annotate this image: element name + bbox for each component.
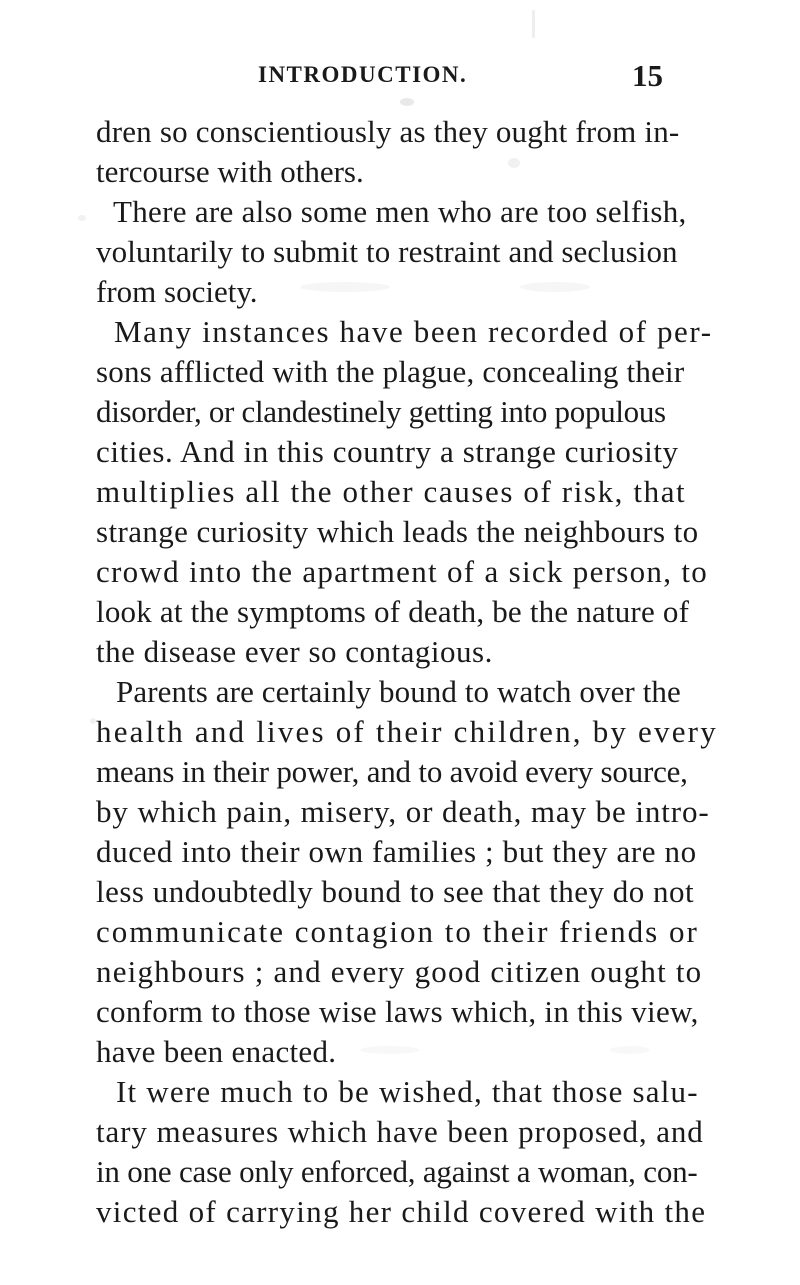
text-line: have been enacted. (96, 1034, 337, 1069)
text-line: less undoubtedly bound to see that they do not (96, 874, 695, 909)
text-line: conform to those wise laws which, in this view, (96, 994, 699, 1029)
text-line: voluntarily to submit to restraint and seclusion (96, 234, 678, 269)
paper-speck (508, 158, 520, 168)
page-number: 15 (632, 58, 663, 93)
text-line: Many instances have been recorded of per- (114, 314, 713, 349)
text-line: means in their power, and to avoid every source, (96, 754, 688, 789)
text-line: from society. (96, 274, 258, 309)
text-line: cities. And in this country a strange curiosity (96, 434, 679, 469)
text-line: strange curiosity which leads the neighbours to (96, 514, 699, 549)
text-line: neighbours ; and every good citizen ought to (96, 954, 703, 989)
text-line: tercourse with others. (96, 154, 364, 189)
text-line: sons afflicted with the plague, concealing their (96, 354, 685, 389)
paper-speck (90, 718, 96, 724)
paper-speck (520, 282, 590, 292)
text-line: in one case only enforced, against a woman, con- (96, 1154, 698, 1189)
text-line: It were much to be wished, that those salu- (116, 1074, 699, 1109)
text-line: victed of carrying her child covered with the (96, 1194, 707, 1229)
text-line: duced into their own families ; but they are no (96, 834, 697, 869)
text-line: dren so conscientiously as they ought from in- (96, 114, 680, 149)
paper-speck (300, 282, 390, 292)
text-line: communicate contagion to their friends or (96, 914, 699, 949)
running-head (258, 58, 663, 98)
text-line: health and lives of their children, by every (96, 714, 718, 749)
text-line: the disease ever so contagious. (96, 634, 493, 669)
paper-speck (78, 215, 86, 221)
text-line: by which pain, misery, or death, may be intro- (96, 794, 710, 829)
paper-speck (360, 1046, 420, 1054)
paper-speck (400, 98, 414, 106)
paper-speck (610, 1046, 650, 1054)
text-line: crowd into the apartment of a sick person, to (96, 554, 709, 589)
text-line: disorder, or clandestinely getting into populous (96, 394, 666, 429)
text-line: There are also some men who are too selfish, (113, 194, 687, 229)
running-title: INTRODUCTION. (258, 62, 468, 87)
text-line: tary measures which have been proposed, and (96, 1114, 704, 1149)
paper-speck (532, 10, 535, 38)
text-line: Parents are certainly bound to watch over the (116, 674, 681, 709)
text-line: multiplies all the other causes of risk, that (96, 474, 687, 509)
text-line: look at the symptoms of death, be the nature of (96, 594, 690, 629)
